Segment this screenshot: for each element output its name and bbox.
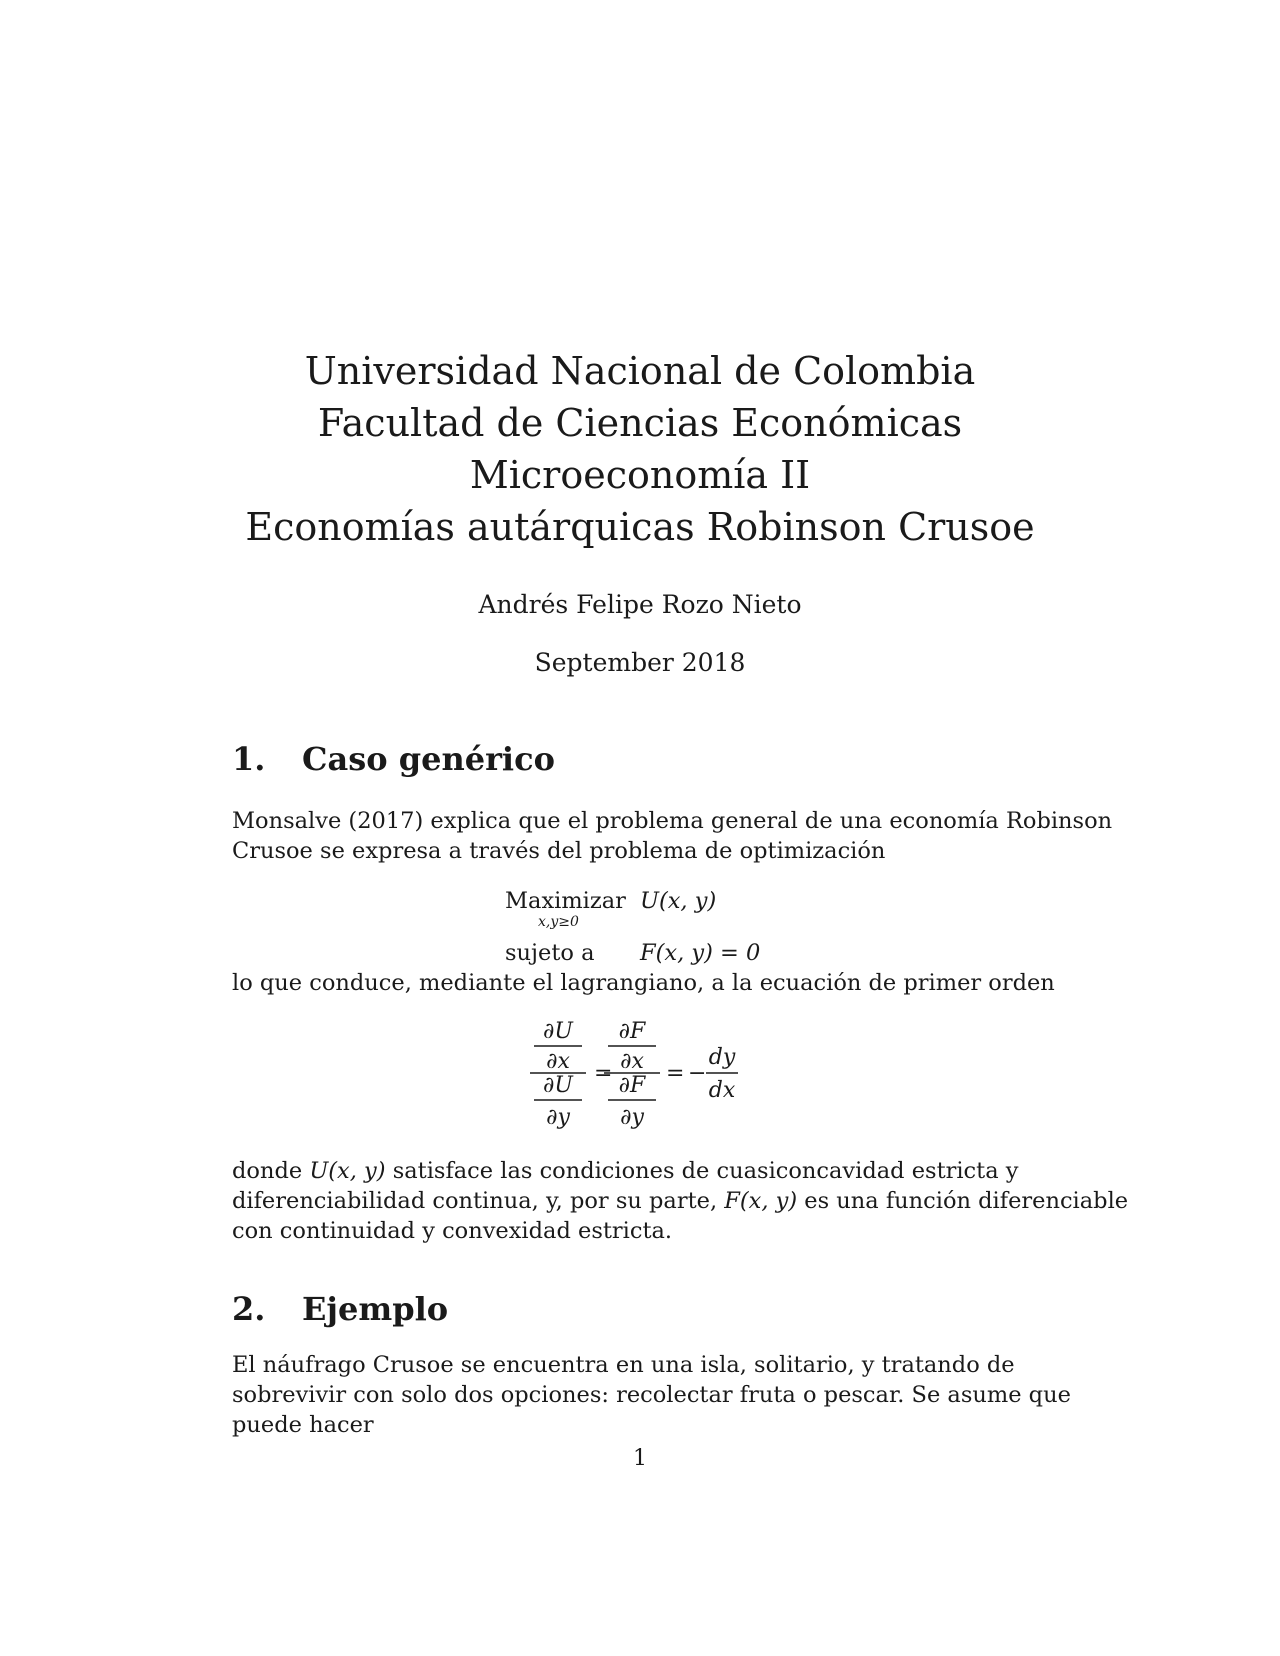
page-number: 1 — [633, 1446, 647, 1471]
conclusion-text-b: satisface las condiciones de cuasiconcavidad estricta y diferenciabilidad continua, y, por su parte, — [232, 1158, 1019, 1214]
section-2-body: El náufrago Crusoe se encuentra en una isla, solitario, y tratando de sobrevivir con solo dos opciones: recolectar fruta o pescar. Se asume que puede hacer — [232, 1352, 1071, 1438]
author: Andrés Felipe Rozo Nieto — [478, 590, 802, 619]
eq-equals-2: = — [666, 1061, 685, 1086]
section-2-title: Ejemplo — [302, 1290, 449, 1328]
section-1-intro: Monsalve (2017) explica que el problema general de una economía Robinson Crusoe se expresa a través del problema de optimización — [232, 808, 1113, 864]
date: September 2018 — [534, 648, 746, 677]
constraint-label: sujeto a — [505, 940, 595, 966]
section-1-conclusion — [232, 1156, 1152, 1246]
eq-dF-top: ∂F — [618, 1019, 646, 1044]
eq-dy-2: ∂y — [620, 1105, 644, 1130]
objective-label: Maximizar — [505, 888, 626, 914]
title-topic: Economías autárquicas Robinson Crusoe — [245, 505, 1035, 549]
utility-function: U(x, y) — [309, 1158, 386, 1184]
section-1-heading — [232, 740, 555, 778]
section-2-number: 2. — [232, 1290, 266, 1328]
eq-equals-1: = — [594, 1061, 613, 1086]
eq-dU-top: ∂U — [543, 1019, 573, 1044]
title-course: Microeconomía II — [469, 453, 811, 497]
first-order-equation — [0, 1016, 1280, 1136]
conclusion-text-a: donde — [232, 1158, 310, 1184]
title-block — [0, 345, 1280, 553]
section-1-number: 1. — [232, 740, 266, 778]
eq-dy-1: ∂y — [546, 1105, 570, 1130]
eq-rhs-num: dy — [708, 1045, 736, 1070]
eq-dx-2: ∂x — [620, 1049, 644, 1074]
objective-subscript: x,y≥0 — [538, 914, 579, 930]
conclusion-text-c: es una función diferenciable con continuidad y convexidad estricta. — [232, 1188, 1129, 1244]
eq-dF-bottom: ∂F — [618, 1073, 646, 1098]
title-faculty: Facultad de Ciencias Económicas — [317, 401, 963, 445]
eq-minus: − — [688, 1061, 707, 1086]
section-1-transition: lo que conduce, mediante el lagrangiano, a la ecuación de primer orden — [232, 970, 1055, 996]
eq-dx-1: ∂x — [546, 1049, 570, 1074]
objective-function: U(x, y) — [640, 888, 717, 914]
production-function: F(x, y) — [724, 1188, 798, 1214]
title-university: Universidad Nacional de Colombia — [304, 349, 976, 393]
constraint-function: F(x, y) = 0 — [640, 940, 761, 966]
eq-dU-bottom: ∂U — [543, 1073, 573, 1098]
section-2-heading — [232, 1290, 448, 1328]
eq-rhs-den: dx — [708, 1078, 736, 1103]
section-1-title: Caso genérico — [302, 740, 555, 778]
